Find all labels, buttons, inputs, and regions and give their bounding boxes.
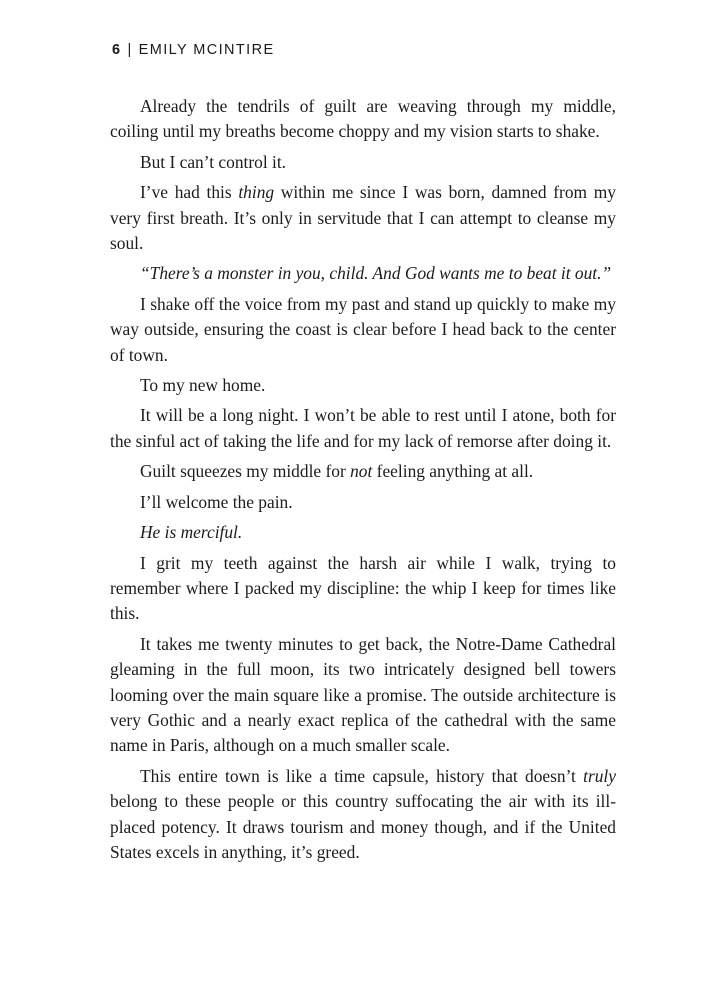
paragraph-13-text-c: belong to these people or this country suffocating the air with its ill-placed potency. It draws tourism and money though, and if the United States excels in anything, it’s greed. bbox=[110, 791, 616, 862]
paragraph-1: Already the tendrils of guilt are weaving through my middle, coiling until my breaths become choppy and my vision starts to shake. bbox=[110, 96, 616, 142]
paragraph-12: It takes me twenty minutes to get back, the Notre-Dame Cathedral gleaming in the full moon, its two intricately designed bell towers looming over the main square like a promise. The outside architecture is very Gothic and a nearly exact replica of the cathedral with the same name in Paris, although on a much smaller scale. bbox=[110, 633, 616, 756]
paragraph-13 bbox=[110, 764, 616, 866]
paragraph-3-text-c: within me since I was born, damned from my very first breath. It’s only in servitude that I can attempt to cleanse my soul. bbox=[110, 182, 616, 254]
paragraph-4-quote: “There’s a monster in you, child. And God wants me to beat it out.” bbox=[140, 263, 612, 284]
paragraph-8-text-a: Guilt squeezes my middle for bbox=[140, 461, 351, 482]
paragraph-6: To my new home. bbox=[140, 375, 266, 396]
body-text bbox=[110, 94, 616, 865]
paragraph-8 bbox=[110, 459, 616, 484]
paragraph-3-text-a: I’ve had this bbox=[140, 182, 239, 203]
page-number: 6 bbox=[112, 42, 122, 58]
paragraph-13-emphasis: truly bbox=[583, 765, 616, 786]
paragraph-13-text-a: This entire town is like a time capsule, history that doesn’t bbox=[140, 765, 584, 786]
paragraph-3 bbox=[110, 180, 616, 256]
paragraph-8-emphasis: not bbox=[350, 461, 373, 482]
paragraph-3-emphasis: thing bbox=[238, 182, 275, 203]
running-head bbox=[112, 42, 275, 58]
paragraph-2: But I can’t control it. bbox=[140, 151, 287, 172]
paragraph-11: I grit my teeth against the harsh air while I walk, trying to remember where I packed my discipline: the whip I keep for times like this. bbox=[110, 552, 616, 624]
paragraph-9: I’ll welcome the pain. bbox=[140, 491, 293, 512]
paragraph-10: He is merciful. bbox=[140, 522, 243, 543]
header-separator: | bbox=[127, 42, 133, 58]
author-name: EMILY MCINTIRE bbox=[138, 42, 275, 58]
paragraph-8-text-c: feeling anything at all. bbox=[372, 461, 534, 482]
paragraph-5: I shake off the voice from my past and stand up quickly to make my way outside, ensuring the coast is clear before I head back to the center of town. bbox=[110, 293, 616, 365]
paragraph-7: It will be a long night. I won’t be able to rest until I atone, both for the sinful act of taking the life and for my lack of remorse after doing it. bbox=[110, 405, 616, 451]
